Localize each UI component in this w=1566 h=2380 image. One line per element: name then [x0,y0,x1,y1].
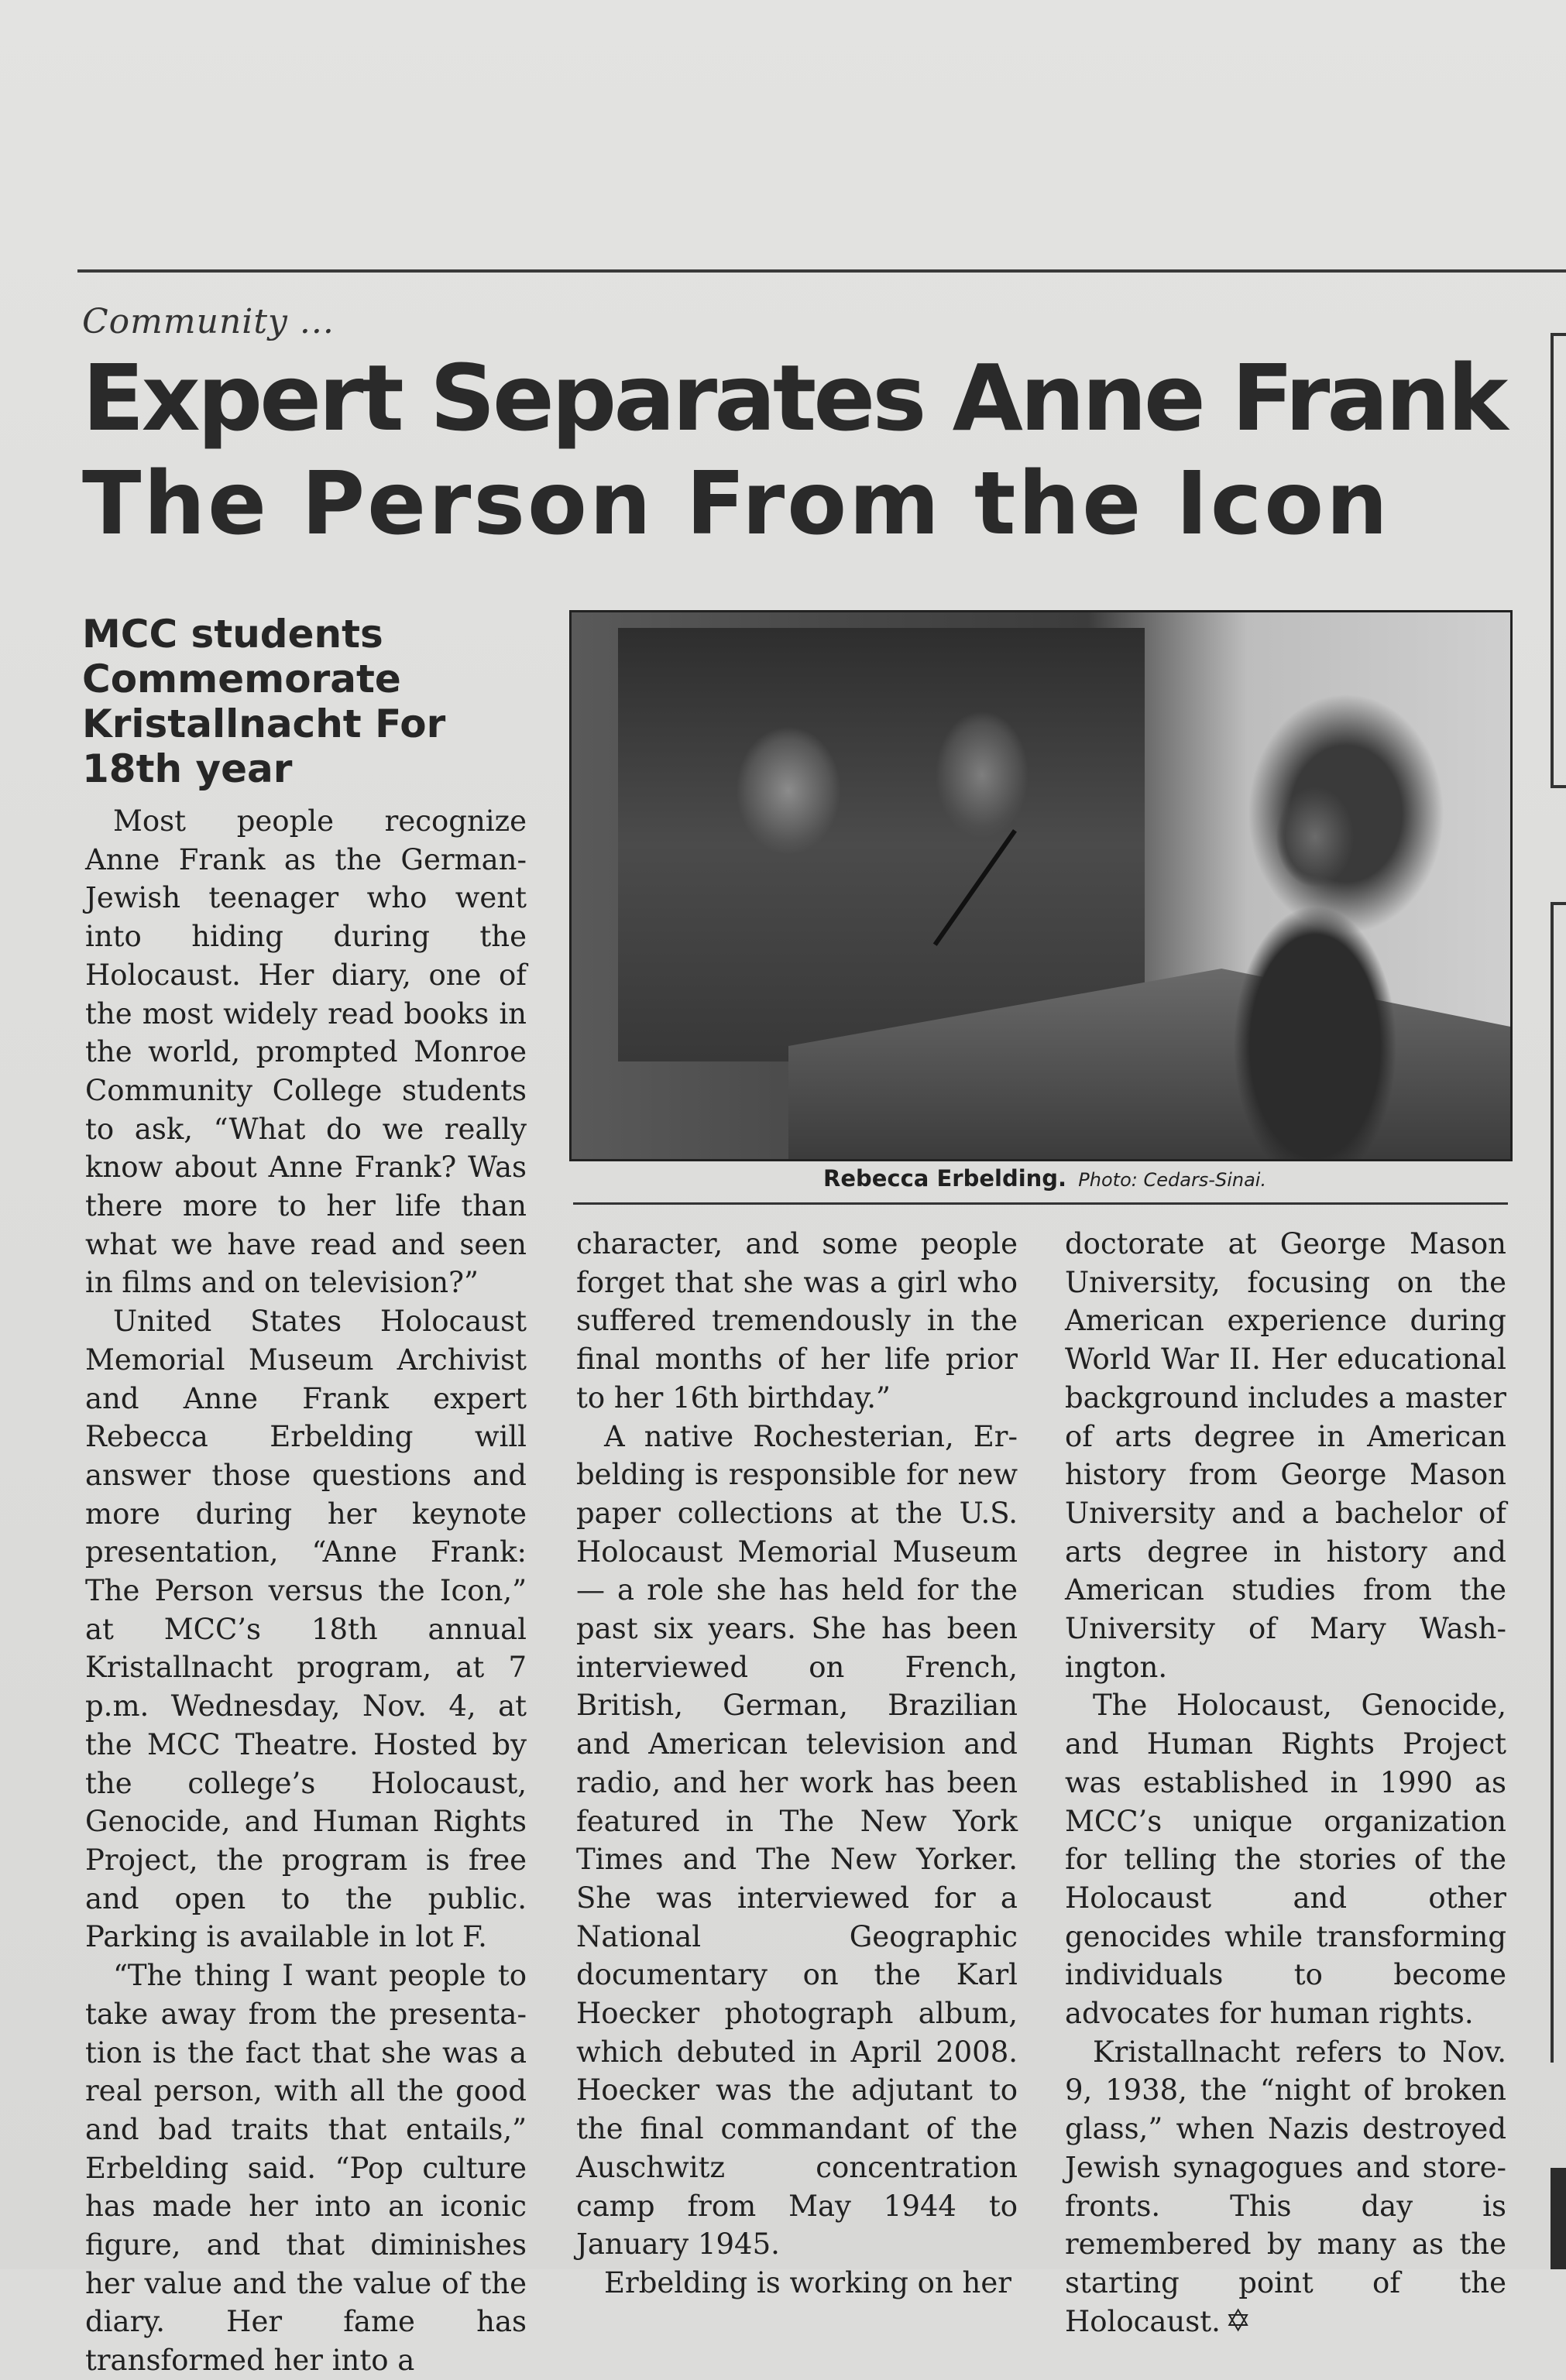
article-photo [569,610,1513,1161]
caption-rule [573,1202,1508,1205]
star-of-david-icon: ✡ [1224,2303,1252,2339]
photo-figure-left [703,674,874,1000]
headline [82,345,1538,554]
paragraph: United States Holocaust Memorial Museum Archivist and Anne Frank expert Rebecca Erbelding will answer those questions and more during her keynote presentation, “Anne Frank: The Person versus the Icon,” at MCC’s 18th annual Kristallnacht program, at 7 p.m. Wednesday, Nov. 4, at the MCC Theatre. Hosted by the college’s Holocaust, Genocide, and Human Rights Project, the program is free and open to the public. Parking is available in lot F. [85,1305,527,1954]
headline-line-1: Expert Separates Anne Frank [82,345,1506,451]
headline-line-2: The Person From the Icon [82,454,1390,554]
paragraph: “The thing I want people to take away from the presentation is the fact that she was a real person, with all the good and bad traits that entails,” Erbelding said. “Pop culture has made her into an iconic figure, and that diminishes her value and the value of the diary. Her fame has transformed her into a [85,1959,527,2378]
photo-speaker [1199,752,1431,1159]
top-rule [77,269,1566,273]
paragraph-text: Kristallnacht refers to Nov. 9, 1938, the “night of broken glass,” when Nazis destroyed Jewish synagogues and storefronts. This day is remembered by many as the starting point of the Holocaust. [1065,2035,1506,2338]
paragraph: The Holocaust, Genocide, and Human Rights Project was established in 1990 as MCC’s unique organization for telling the stories of the Holocaust and other genocides while transforming individuals to become advocates for human rights. [1065,1689,1506,2031]
article-column-3 [1065,1225,1506,2341]
adjacent-column-border-lower [1551,902,1566,2063]
section-label: Community ... [82,302,335,341]
paragraph: character, and some people forget that she was a girl who suffered tremendously in the final months of her life prior to her 16th birthday.” [576,1227,1018,1415]
paragraph: Most people recognize Anne Frank as the German-Jewish teenager who went into hiding during the Holocaust. Her diary, one of the most widely read books in the world, prompted Monroe Community College students to ask, “What do we really know about Anne Frank? Was there more to her life than what we have read and seen in films and on television?” [85,804,527,1300]
subheadline: MCC students Commemorate Kristallnacht For 18th year [82,612,446,791]
paragraph: A native Rochesterian, Erbelding is responsible for new paper collections at the U.S. Holocaust Memorial Museum — a role she has held for the past six years. She has been interviewed on French, British, German, Brazilian and American television and radio, and her work has been featured in The New York Times and The New Yorker. She was interviewed for a National Geographic documentary on the Karl Hoecker photograph album, which debuted in April 2008. Hoecker was the adjutant to the final commandant of the Auschwitz concentration camp from May 1944 to January 1945. [576,1419,1018,2262]
photo-caption [823,1165,1266,1192]
article-column-2 [576,1225,1018,2303]
paragraph: doctorate at George Mason University, focusing on the American experience during World War II. Her educational background includes a master of arts degree in American history from George Mason University and a bachelor of arts degree in history and American studies from the University of Mary Washington. [1065,1227,1506,1684]
caption-name: Rebecca Erbelding. [823,1165,1067,1192]
photo-figure-right [897,651,1067,992]
paragraph: Erbelding is working on her [604,2265,1011,2299]
adjacent-column-border [1551,333,1566,788]
caption-credit: Photo: Cedars-Sinai. [1078,1169,1267,1191]
page-edge-shadow [1551,2168,1566,2269]
article-column-1 [85,802,527,2380]
paragraph [1065,2033,1506,2341]
